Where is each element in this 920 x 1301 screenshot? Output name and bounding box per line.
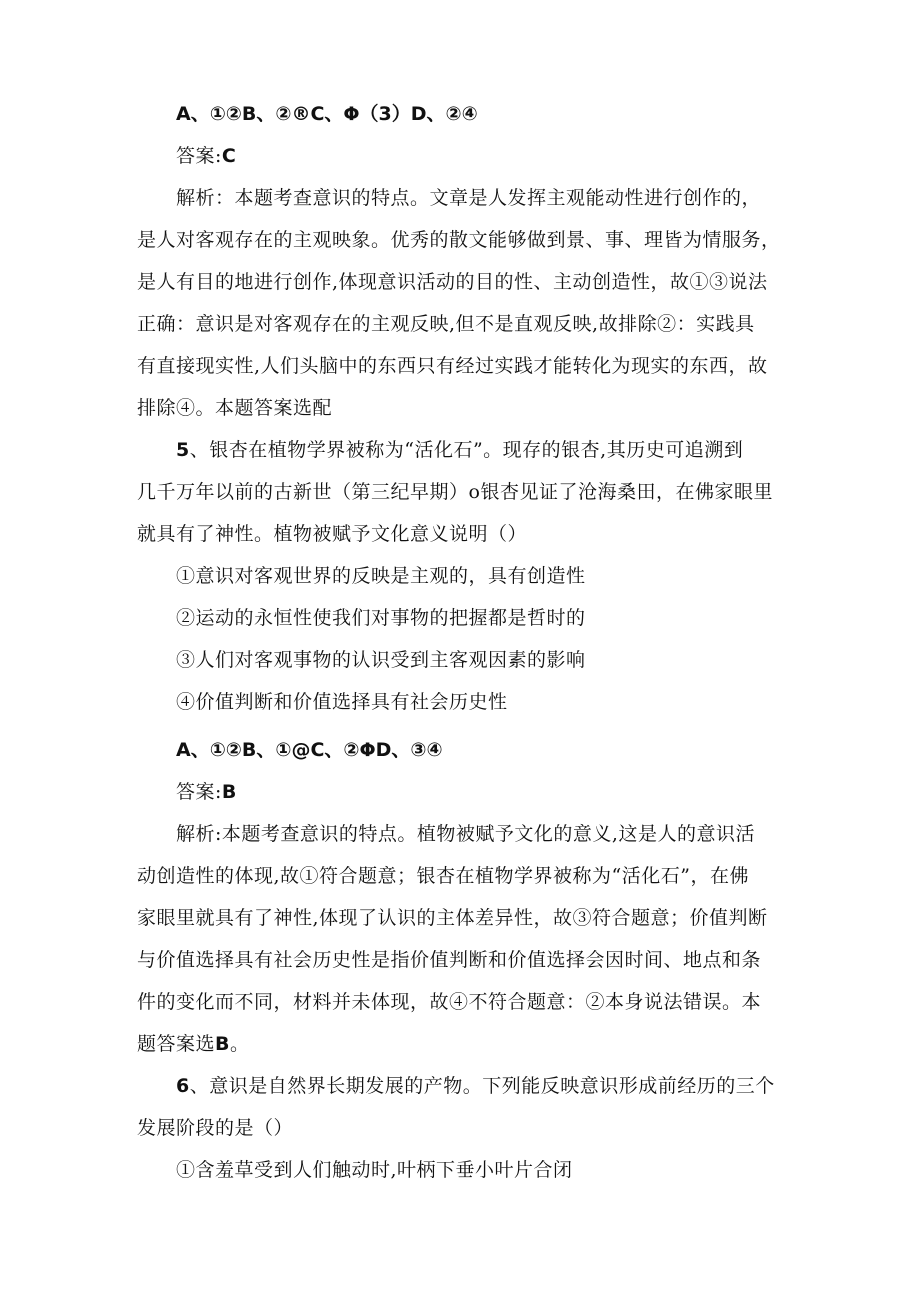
q4-answer-label: 答案: — [176, 145, 222, 167]
q5-stem-line: 几千万年以前的古新世（第三纪早期）o银杏见证了沧海桑田，在佛家眼里 — [137, 481, 773, 503]
q5-analysis-last-line — [137, 1030, 787, 1058]
q5-statement: ③人们对客观事物的认识受到主客观因素的影响 — [176, 649, 586, 671]
q5-analysis-last-suffix: 。 — [230, 1033, 250, 1055]
q4-analysis-line: 是人有目的地进行创作,体现意识活动的目的性、主动创造性，故①③说法 — [137, 271, 768, 293]
q5-answer-value: B — [221, 781, 237, 803]
q5-number: 5 — [176, 439, 190, 461]
q6-stem-first-line — [176, 1072, 826, 1100]
q5-stem-text: 、银杏在植物学界被称为“活化石”。现存的银杏,其历史可追溯到 — [189, 439, 744, 461]
q5-stem-line: 就具有了神性。植物被赋予文化意义说明（） — [137, 523, 528, 545]
q4-answer — [176, 142, 826, 170]
q6-stem-line: 发展阶段的是（） — [137, 1117, 294, 1139]
q4-answer-value: C — [221, 145, 237, 167]
q5-answer-label: 答案: — [176, 781, 222, 803]
q4-analysis-line: 有直接现实性,人们头脑中的东西只有经过实践才能转化为现实的东西，故 — [137, 355, 768, 377]
q5-analysis-line: 与价值选择具有社会历史性是指价值判断和价值选择会因时间、地点和条 — [137, 949, 762, 971]
q5-analysis-line: 动创造性的体现,故①符合题意；银杏在植物学界被称为“活化石”，在佛 — [137, 865, 749, 887]
q6-number: 6 — [176, 1075, 190, 1097]
q5-analysis-line: 解析:本题考查意识的特点。植物被赋予文化的意义,这是人的意识活 — [176, 823, 755, 845]
q5-stem-first-line — [176, 436, 826, 464]
q4-analysis-line: 排除④。本题答案选配 — [137, 397, 333, 419]
q5-statement: ①意识对客观世界的反映是主观的，具有创造性 — [176, 565, 586, 587]
q4-analysis-line: 是人对客观存在的主观映象。优秀的散文能够做到景、事、理皆为情服务， — [137, 229, 781, 251]
q4-analysis-line: 正确：意识是对客观存在的主观反映,但不是直观反映,故排除②：实践具 — [137, 313, 755, 335]
q5-statement: ④价值判断和价值选择具有社会历史性 — [176, 691, 508, 713]
q5-analysis-line: 件的变化而不同，材料并未体现，故④不符合题意：②本身说法错误。本 — [137, 991, 762, 1013]
q6-statement: ①含羞草受到人们触动时,叶柄下垂小叶片合闭 — [176, 1159, 573, 1181]
q6-stem-text: 、意识是自然界长期发展的产物。下列能反映意识形成前经历的三个 — [189, 1075, 775, 1097]
q5-options-line: A、①②B、①@C、②ΦD、③④ — [176, 739, 443, 761]
q4-options-line: A、①②B、②®C、Φ（3）D、②④ — [176, 103, 478, 125]
q5-statement: ②运动的永恒性使我们对事物的把握都是哲时的 — [176, 607, 586, 629]
q5-answer — [176, 778, 826, 806]
q5-analysis-last-prefix: 题答案选 — [137, 1033, 216, 1055]
q4-analysis-line: 解析：本题考查意识的特点。文章是人发挥主观能动性进行创作的， — [176, 187, 762, 209]
q5-analysis-last-value: B — [215, 1033, 230, 1055]
q5-analysis-line: 家眼里就具有了神性,体现了认识的主体差异性，故③符合题意；价值判断 — [137, 907, 768, 929]
